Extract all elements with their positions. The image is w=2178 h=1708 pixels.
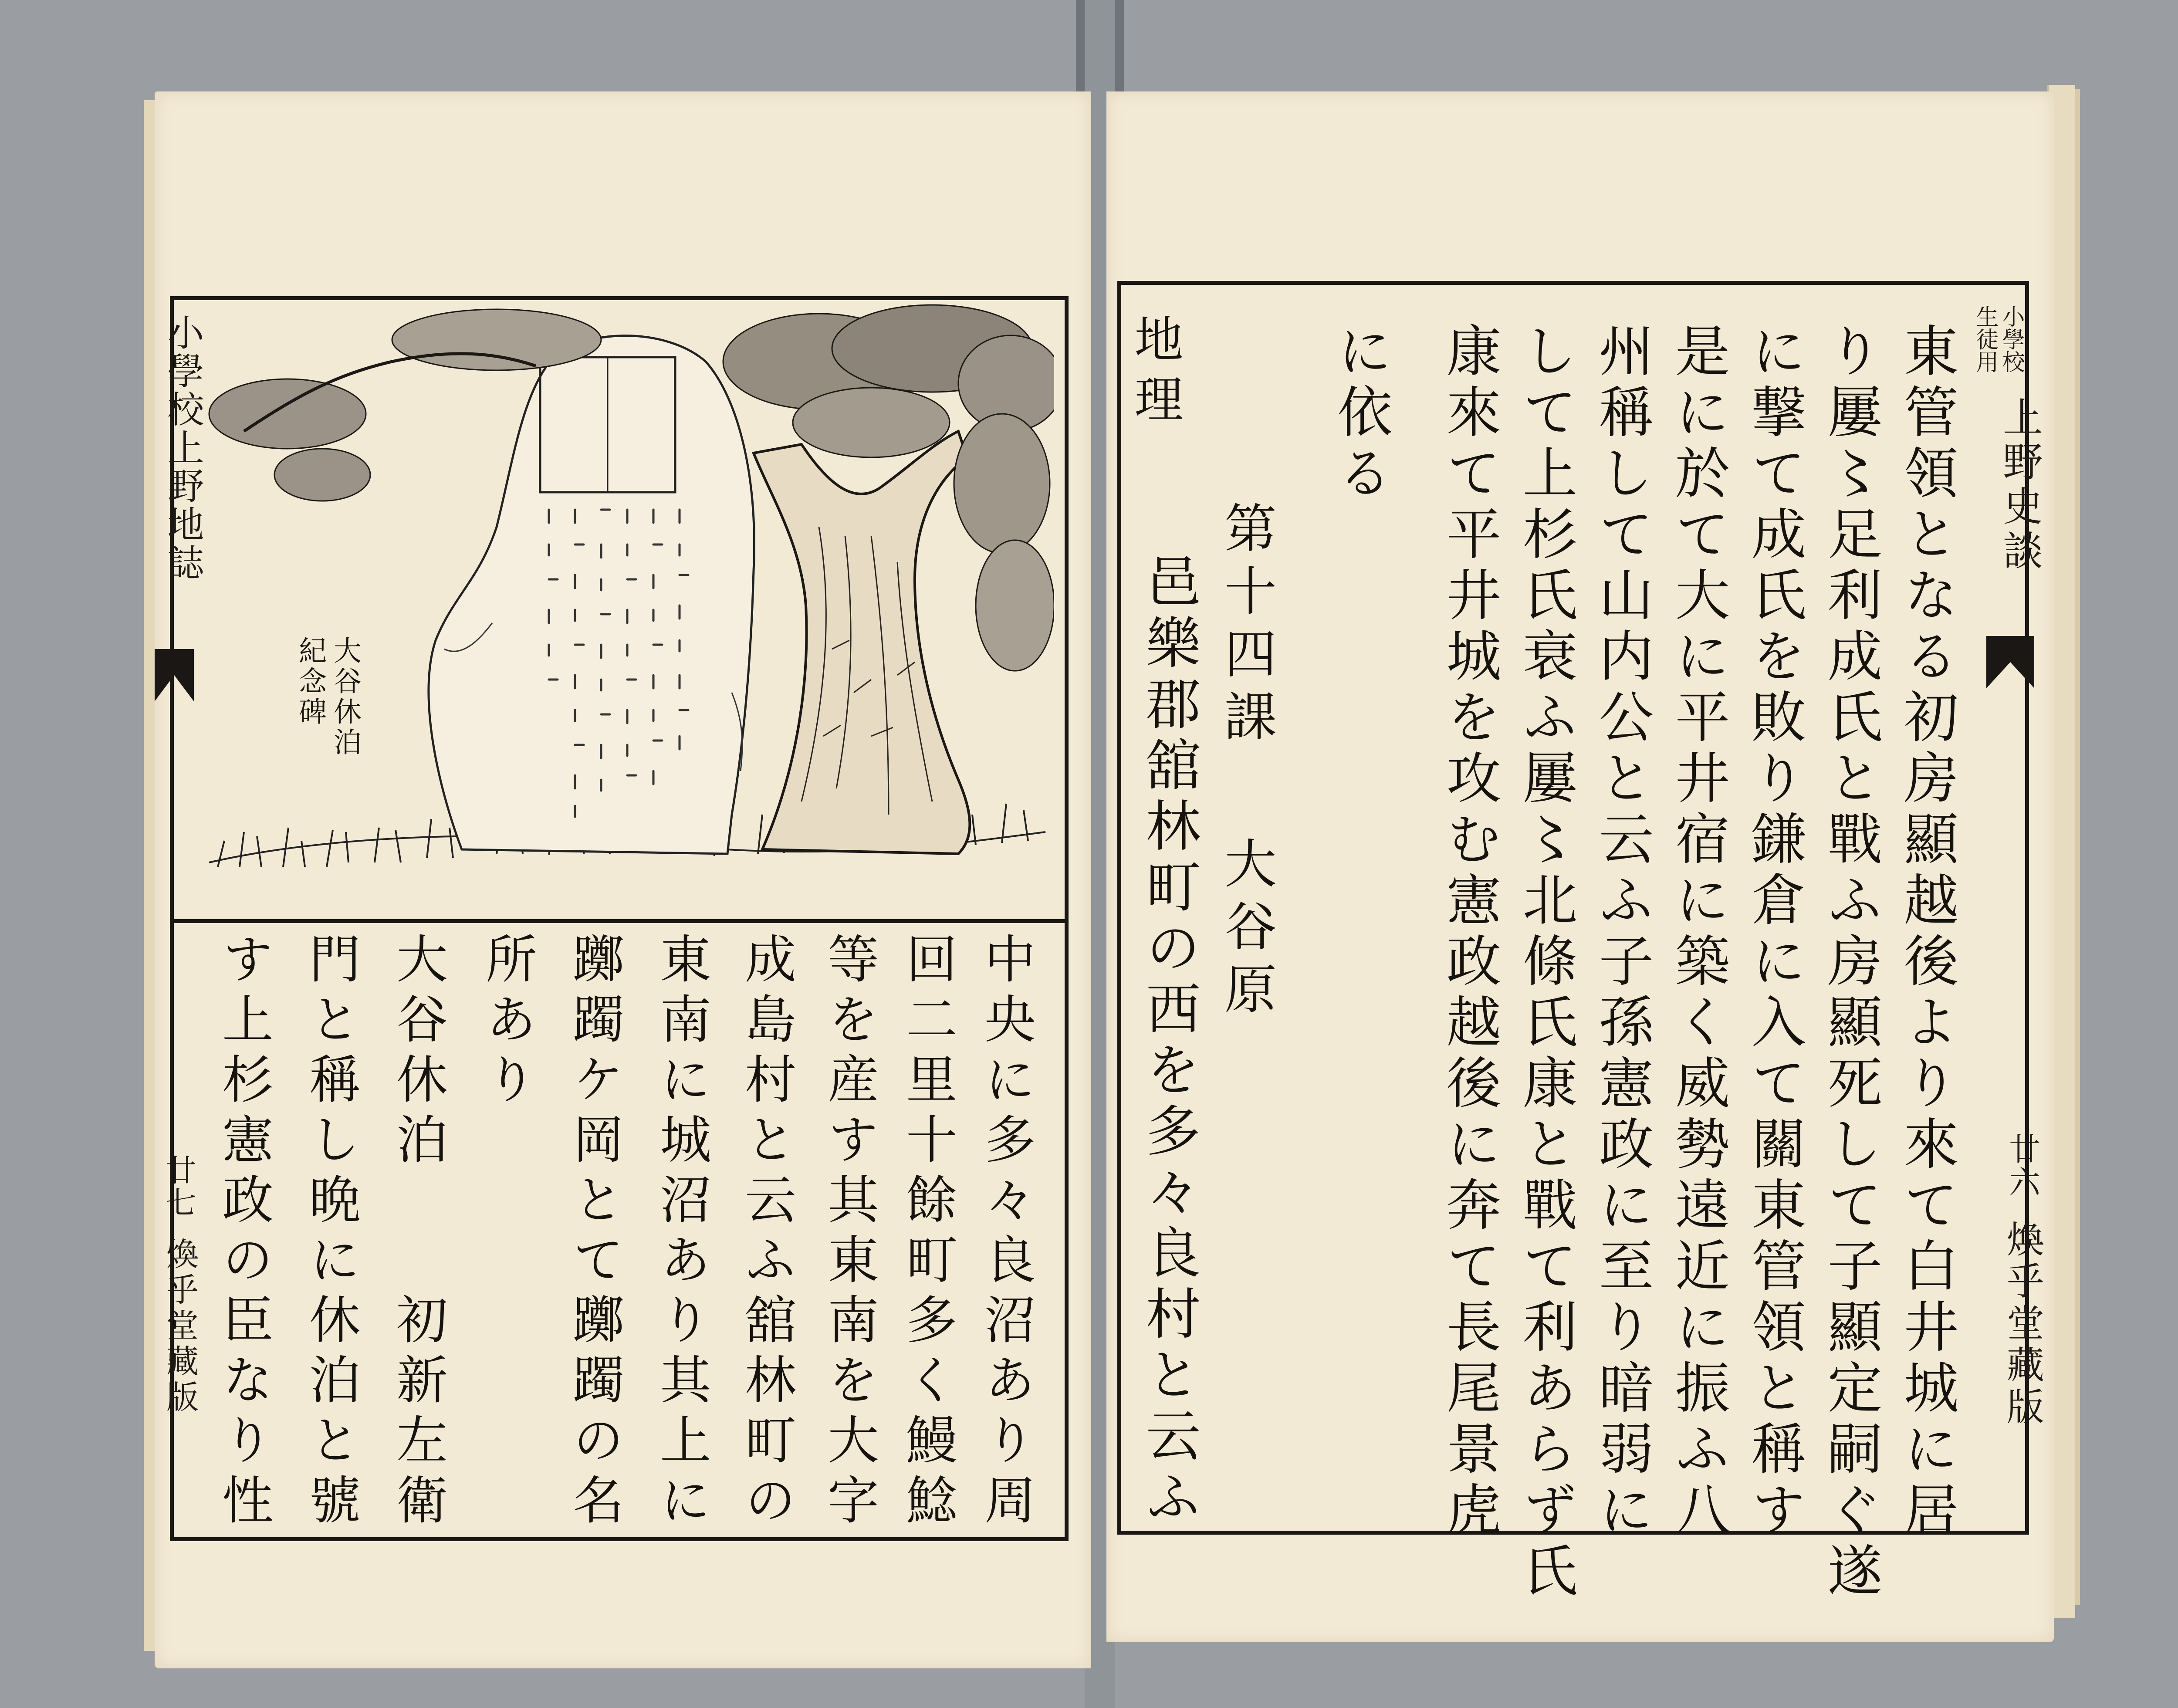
left-text-column: 門と稱し晩に休泊と號 — [301, 932, 361, 1533]
margin-note-students: 生徒用 — [1972, 305, 1998, 373]
right-text-column: に依る — [1329, 322, 1393, 505]
right-text-column: り屢〻足利成氏と戰ふ房顯死して子顯定嗣ぐ遂 — [1819, 322, 1883, 1603]
left-text-column: 回二里十餘町多く鰻鯰 — [897, 932, 957, 1533]
left-page-divider — [174, 919, 1065, 923]
right-text-column: 是に於て大に平井宿に築く威勢遠近に振ふ八 — [1666, 322, 1730, 1542]
right-margin-title: 上野史談 — [1996, 396, 2043, 574]
left-text-column: 等を産す其東南を大字 — [819, 932, 879, 1533]
left-text-column: す上杉憲政の臣なり性 — [213, 932, 274, 1533]
left-text-column: 躑躅ケ岡とて躑躅の名 — [564, 932, 624, 1533]
pine-tree-icon — [754, 431, 970, 854]
lesson-title: 大谷原 — [1216, 836, 1276, 1025]
right-text-column: 東管領となる初房顯越後より來て白井城に居 — [1895, 322, 1959, 1542]
left-text-column: 大谷休泊 初新左衛 — [388, 932, 448, 1533]
left-text-column: 成島村と云ふ舘林町の — [736, 932, 796, 1533]
left-margin-title: 小學校上野地誌 — [162, 314, 204, 582]
fishtail-ornament-icon — [1986, 636, 2034, 688]
fishtail-ornament-icon — [155, 649, 194, 701]
left-publisher: 煥乎堂藏版 — [161, 1237, 199, 1416]
left-text-column: 中央に多々良沼あり周 — [976, 932, 1036, 1533]
right-text-column: に撃て成氏を敗り鎌倉に入て關東管領と稱す — [1742, 322, 1806, 1542]
left-text-column: 東南に城沼あり其上に — [651, 932, 711, 1533]
right-text-column: 康來て平井城を攻む憲政越後に奔て長尾景虎 — [1437, 322, 1502, 1542]
right-text-column: 邑樂郡舘林町の西を多々良村と云ふ — [1137, 553, 1201, 1529]
stone-caption-line-2: 紀念碑 — [294, 636, 326, 727]
stone-caption-line-1: 大谷休泊 — [329, 636, 361, 758]
left-text-column: 所あり — [477, 932, 537, 1113]
right-publisher: 煥乎堂藏版 — [2000, 1220, 2044, 1429]
left-page-number: 廿七 — [161, 1154, 196, 1219]
memorial-stone-illustration — [192, 301, 1054, 919]
margin-note-school: 小學校 — [1998, 305, 2024, 373]
subject-label: 地理 — [1126, 314, 1183, 434]
right-page-number: 廿六 — [2004, 1133, 2040, 1199]
right-text-column: して上杉氏衰ふ屢〻北條氏康と戰て利あらず氏 — [1514, 322, 1578, 1603]
right-text-column: 州稱して山内公と云ふ子孫憲政に至り暗弱に — [1590, 322, 1654, 1542]
stone-icon — [429, 336, 754, 854]
lesson-heading: 第十四課 — [1216, 501, 1276, 752]
